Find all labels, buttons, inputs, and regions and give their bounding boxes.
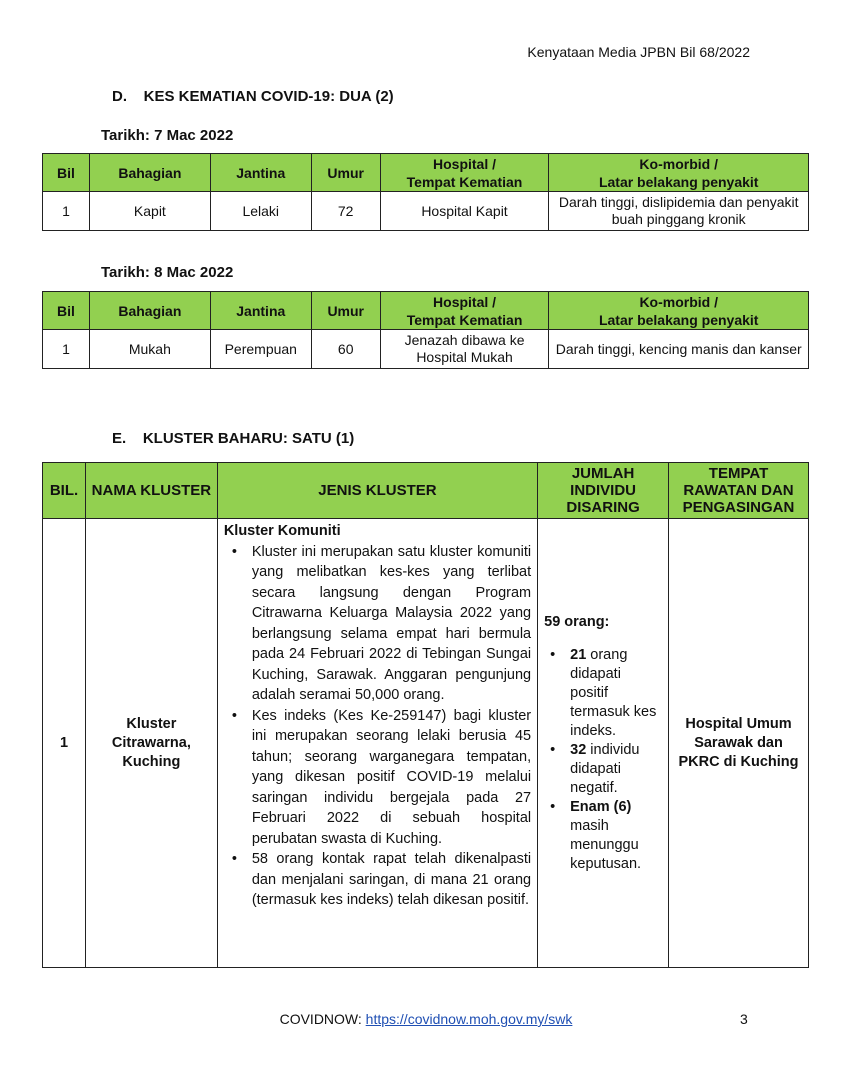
footer-label: COVIDNOW:	[279, 1011, 366, 1027]
col-nama-kluster: NAMA KLUSTER	[85, 463, 217, 519]
screened-breakdown	[544, 646, 662, 874]
cell-bil: 1	[43, 330, 90, 369]
cell-hospital: Hospital Kapit	[380, 192, 549, 231]
cluster-description-list	[224, 542, 531, 911]
col-bil: Bil	[43, 154, 90, 192]
cell-tempat: Hospital Umum Sarawak dan PKRC di Kuching	[669, 519, 809, 968]
cluster-table	[42, 462, 809, 968]
list-item: • 21 orang didapati positif termasuk kes indeks.	[570, 646, 662, 741]
cell-bahagian: Kapit	[89, 192, 210, 231]
cell-jantina: Perempuan	[210, 330, 311, 369]
page-number: 3	[740, 1011, 748, 1027]
covidnow-link[interactable]: https://covidnow.moh.gov.my/swk	[365, 1011, 573, 1027]
list-item: • Kluster ini merupakan satu kluster komuniti yang melibatkan kes-kes yang terlibat secara langsung dengan Program Citrawarna Keluarga Malaysia 2022 yang berlangsung selama empat hari bermula pada 24 Februari 2022 di Tebingan Sungai Kuching, Sarawak. Anggaran pengunjung adalah seramai 50,000 orang.	[252, 542, 531, 706]
cell-umur: 60	[311, 330, 380, 369]
list-item: • 32 individu didapati negatif.	[570, 741, 662, 798]
cell-jumlah	[538, 519, 669, 968]
cell-jantina: Lelaki	[210, 192, 311, 231]
death-table-2	[42, 291, 809, 369]
col-jantina: Jantina	[210, 154, 311, 192]
col-jantina: Jantina	[210, 292, 311, 330]
col-bahagian: Bahagian	[89, 154, 210, 192]
cell-komorbid: Darah tinggi, kencing manis dan kanser	[549, 330, 809, 369]
col-bil: BIL.	[43, 463, 86, 519]
col-bil: Bil	[43, 292, 90, 330]
screened-total: 59 orang:	[544, 613, 610, 630]
col-hospital: Hospital / Tempat Kematian	[380, 154, 549, 192]
col-komorbid: Ko-morbid / Latar belakang penyakit	[549, 154, 809, 192]
list-item: • 58 orang kontak rapat telah dikenalpasti dan menjalani saringan, di mana 21 orang (termasuk kes indeks) telah dikesan positif.	[252, 849, 531, 911]
section-e-title: E. KLUSTER BAHARU: SATU (1)	[112, 430, 355, 447]
media-statement-reference: Kenyataan Media JPBN Bil 68/2022	[527, 44, 750, 60]
cluster-type: Kluster Komuniti	[223, 523, 341, 539]
table-header-row	[43, 154, 809, 192]
cell-nama-kluster: Kluster Citrawarna, Kuching	[85, 519, 217, 968]
table-row	[43, 192, 809, 231]
section-d-title: D. KES KEMATIAN COVID-19: DUA (2)	[112, 88, 394, 105]
col-jumlah: JUMLAH INDIVIDU DISARING	[538, 463, 669, 519]
table-row	[43, 519, 809, 968]
col-umur: Umur	[311, 154, 380, 192]
cell-komorbid: Darah tinggi, dislipidemia dan penyakit buah pinggang kronik	[549, 192, 809, 231]
table-row	[43, 330, 809, 369]
col-jenis-kluster: JENIS KLUSTER	[217, 463, 537, 519]
cell-bil: 1	[43, 192, 90, 231]
footer	[0, 1011, 860, 1027]
cell-umur: 72	[311, 192, 380, 231]
cell-bil: 1	[43, 519, 86, 968]
death-table-1	[42, 153, 809, 231]
col-umur: Umur	[311, 292, 380, 330]
list-item: • Enam (6) masih menunggu keputusan.	[570, 798, 662, 874]
cell-bahagian: Mukah	[89, 330, 210, 369]
list-item: • Kes indeks (Kes Ke-259147) bagi kluster ini merupakan seorang lelaki berusia 45 tahun; seorang warganegara tempatan, yang dikesan positif COVID-19 melalui saringan individu bergejala pada 27 Februari 2022 di sebuah hospital perubatan swasta di Kuching.	[252, 706, 531, 850]
date-label-2: Tarikh: 8 Mac 2022	[101, 264, 234, 281]
col-tempat: TEMPAT RAWATAN DAN PENGASINGAN	[669, 463, 809, 519]
table-header-row	[43, 463, 809, 519]
cell-hospital: Jenazah dibawa ke Hospital Mukah	[380, 330, 549, 369]
cell-jenis-kluster	[217, 519, 537, 968]
date-label-1: Tarikh: 7 Mac 2022	[101, 127, 234, 144]
col-bahagian: Bahagian	[89, 292, 210, 330]
table-header-row	[43, 292, 809, 330]
col-hospital: Hospital / Tempat Kematian	[380, 292, 549, 330]
col-komorbid: Ko-morbid / Latar belakang penyakit	[549, 292, 809, 330]
